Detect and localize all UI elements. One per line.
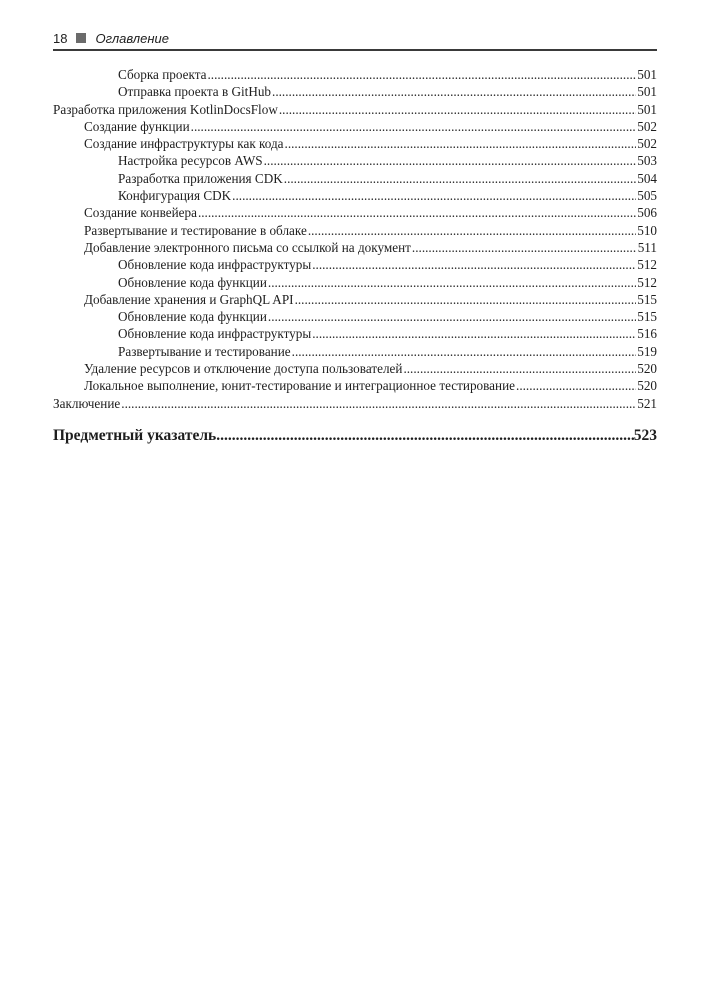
toc-entry-page: 506	[637, 205, 657, 221]
dot-leader	[279, 101, 636, 118]
toc-entry-page: 501	[637, 101, 657, 117]
dot-leader	[292, 343, 637, 360]
toc-entry	[53, 204, 657, 221]
toc-entry	[53, 395, 657, 412]
toc-entry-page: 512	[637, 257, 657, 273]
toc-entry-title: Создание конвейера	[84, 205, 197, 221]
toc-entry-title: Развертывание и тестирование	[118, 343, 291, 359]
toc-entry-title: Сборка проекта	[118, 67, 207, 82]
toc-entry-title: Обновление кода функции	[118, 309, 267, 325]
toc-entry	[53, 239, 657, 256]
toc-entry-page: 520	[637, 361, 657, 377]
toc-entry	[53, 256, 657, 273]
toc-entry-page: 523	[633, 427, 657, 444]
toc-entry-title: Удаление ресурсов и отключение доступа пользователей	[84, 361, 403, 377]
dot-leader	[198, 204, 636, 221]
toc-entry	[53, 360, 657, 377]
toc-entry	[53, 66, 657, 83]
toc-entry-title: Создание инфраструктуры как кода	[84, 136, 284, 152]
toc-entry-page: 510	[637, 222, 657, 238]
dot-leader	[207, 66, 636, 83]
toc-entry-page: 503	[637, 153, 657, 169]
toc-entry	[53, 170, 657, 187]
toc-entry-title: Отправка проекта в GitHub	[118, 84, 272, 100]
toc-entry-subject-index	[53, 427, 657, 445]
toc-entry	[53, 343, 657, 360]
dot-leader	[268, 274, 636, 291]
page-number: 18	[53, 30, 68, 46]
dot-leader	[295, 291, 637, 308]
toc-entry-page: 504	[637, 170, 657, 186]
toc-entry-page: 515	[637, 309, 657, 325]
dot-leader	[264, 152, 637, 169]
dot-leader	[232, 187, 636, 204]
toc-entry-page: 520	[637, 378, 657, 394]
toc-entry-page: 521	[637, 395, 657, 411]
dot-leader	[308, 222, 636, 239]
dot-leader	[284, 170, 636, 187]
square-bullet-icon	[76, 33, 86, 43]
toc-entry-title: Разработка приложения CDK	[118, 170, 283, 186]
toc-entry	[53, 274, 657, 291]
dot-leader	[312, 256, 636, 273]
toc-entry-page: 512	[637, 274, 657, 290]
running-header	[53, 27, 657, 51]
toc-entry-page: 519	[637, 343, 657, 359]
toc-entry-title: Настройка ресурсов AWS	[118, 153, 263, 169]
dot-leader	[516, 377, 636, 394]
toc-entry-page: 501	[637, 84, 657, 100]
table-of-contents	[53, 66, 657, 412]
toc-entry-title: Обновление кода инфраструктуры	[118, 326, 312, 342]
toc-entry-title: Добавление хранения и GraphQL API	[84, 291, 294, 307]
toc-entry-page: 515	[637, 291, 657, 307]
toc-entry	[53, 118, 657, 135]
toc-entry-page: 502	[637, 136, 657, 152]
dot-leader	[216, 427, 634, 445]
dot-leader	[191, 118, 637, 135]
toc-entry	[53, 152, 657, 169]
toc-entry-title: Локальное выполнение, юнит-тестирование и интеграционное тестирование	[84, 378, 516, 394]
toc-entry-page: 502	[637, 118, 657, 134]
toc-entry-title: Разработка приложения KotlinDocsFlow	[53, 101, 278, 117]
toc-entry-page: 505	[637, 188, 657, 204]
toc-entry	[53, 325, 657, 342]
toc-entry-title: Предметный указатель	[53, 427, 217, 444]
dot-leader	[412, 239, 637, 256]
toc-entry-title: Обновление кода инфраструктуры	[118, 257, 312, 273]
toc-entry-title: Обновление кода функции	[118, 274, 267, 290]
toc-entry-title: Добавление электронного письма со ссылкой на документ	[84, 239, 411, 255]
toc-entry	[53, 83, 657, 100]
toc-entry-page: 511	[637, 239, 657, 255]
toc-entry-title: Развертывание и тестирование в облаке	[84, 222, 307, 238]
toc-entry	[53, 377, 657, 394]
toc-entry-title: Создание функции	[84, 118, 190, 134]
toc-entry-title: Конфигурация CDK	[118, 188, 232, 204]
dot-leader	[121, 395, 636, 412]
toc-entry	[53, 101, 657, 118]
dot-leader	[312, 325, 636, 342]
dot-leader	[268, 308, 636, 325]
dot-leader	[285, 135, 637, 152]
toc-entry-page: 516	[637, 326, 657, 342]
toc-entry	[53, 222, 657, 239]
toc-entry	[53, 187, 657, 204]
toc-entry	[53, 308, 657, 325]
dot-leader	[272, 83, 636, 100]
toc-entry-page: 501	[637, 67, 657, 82]
running-header-title: Оглавление	[95, 30, 169, 46]
toc-entry	[53, 135, 657, 152]
dot-leader	[403, 360, 636, 377]
toc-entry	[53, 291, 657, 308]
toc-entry-title: Заключение	[53, 395, 121, 411]
